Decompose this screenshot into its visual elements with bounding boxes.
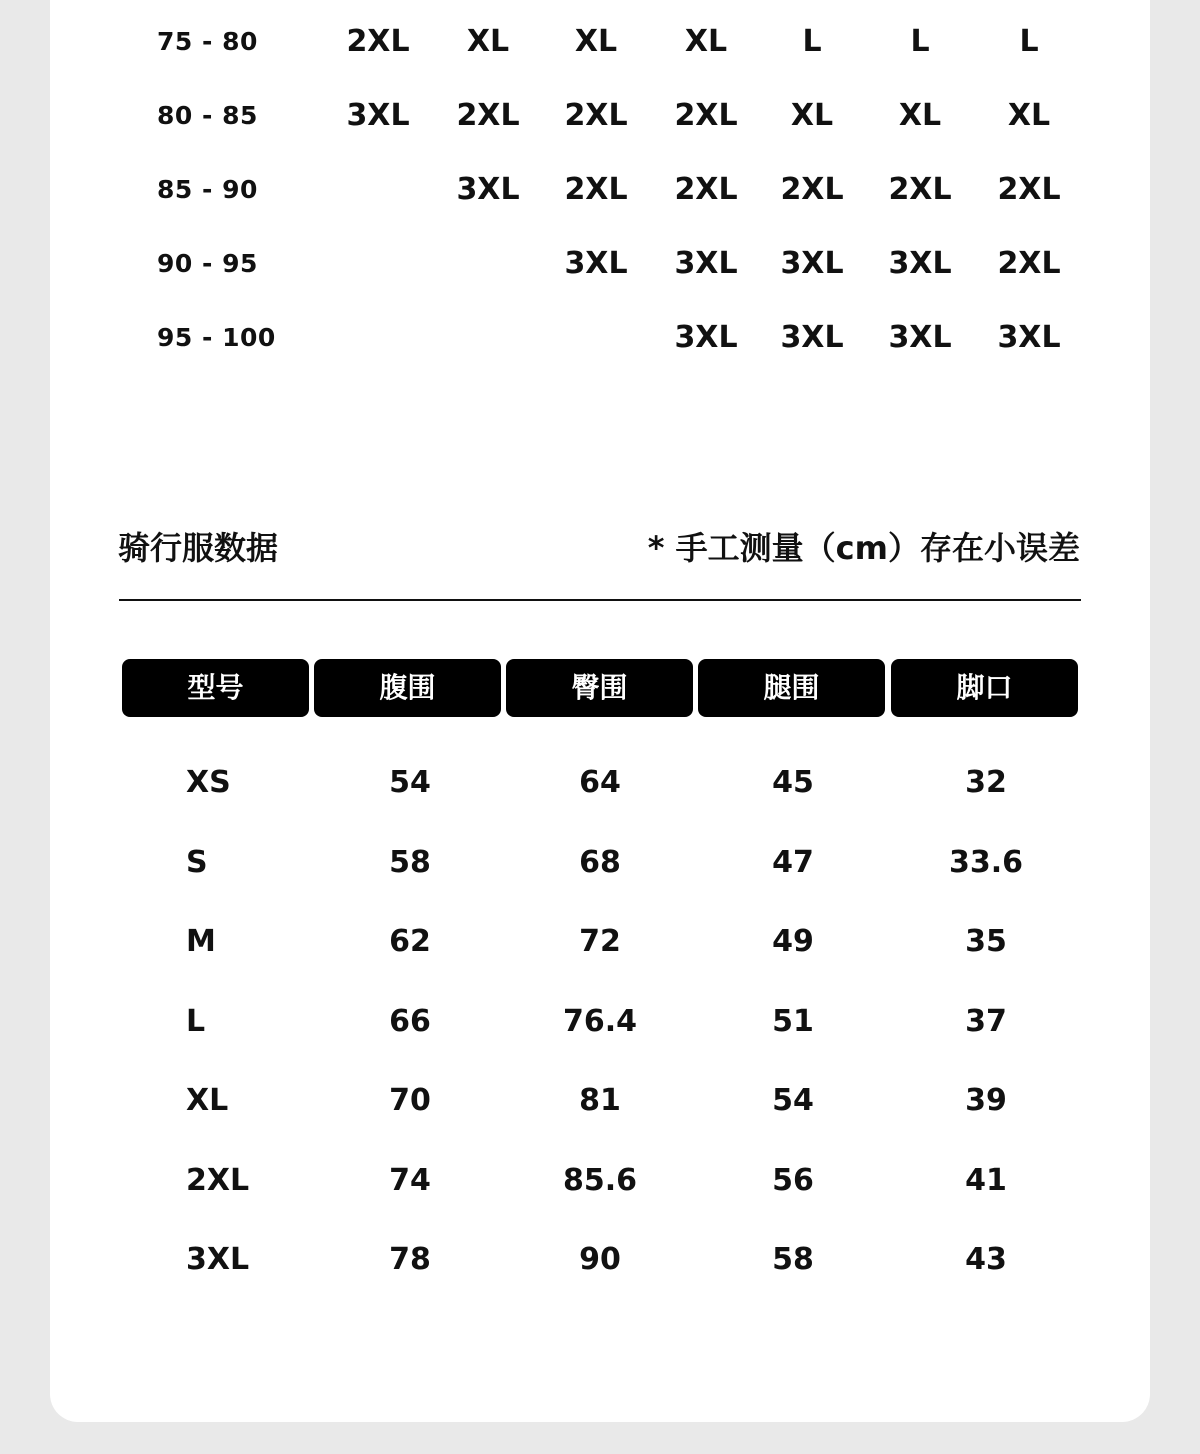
size-cell: 3XL [888, 246, 952, 281]
size-cell: 2XL [674, 98, 738, 133]
table-row [0, 1158, 1200, 1204]
table-cell: 85.6 [562, 1163, 638, 1198]
size-label: S [186, 845, 208, 880]
size-label: XS [186, 765, 231, 800]
table-cell: 45 [772, 765, 814, 800]
size-cell: 3XL [674, 246, 738, 281]
table-cell: 70 [389, 1083, 431, 1118]
size-label: 2XL [186, 1163, 250, 1198]
section-divider [119, 599, 1081, 601]
size-cell: 3XL [346, 98, 410, 133]
size-cell: XL [466, 24, 510, 59]
table-cell: 78 [389, 1242, 431, 1277]
weight-range: 80 - 85 [157, 101, 258, 130]
size-row [0, 96, 1200, 136]
size-cell: 2XL [564, 98, 628, 133]
table-row [0, 919, 1200, 965]
size-cell: 2XL [780, 172, 844, 207]
size-cell: 3XL [780, 320, 844, 355]
table-row [0, 840, 1200, 886]
table-cell: 62 [389, 924, 431, 959]
table-row [0, 760, 1200, 806]
size-cell: L [910, 24, 930, 59]
size-cell: 3XL [674, 320, 738, 355]
size-label: XL [186, 1083, 229, 1118]
column-header-leg-opening: 脚口 [891, 659, 1078, 717]
size-cell: 3XL [997, 320, 1061, 355]
table-cell: 32 [965, 765, 1007, 800]
size-cell: 2XL [346, 24, 410, 59]
table-cell: 33.6 [948, 845, 1024, 880]
table-row [0, 999, 1200, 1045]
table-cell: 47 [772, 845, 814, 880]
weight-range: 95 - 100 [157, 323, 276, 352]
table-row [0, 1078, 1200, 1124]
size-label: M [186, 924, 216, 959]
column-header-hip: 臀围 [506, 659, 693, 717]
table-cell: 49 [772, 924, 814, 959]
table-cell: 76.4 [562, 1004, 638, 1039]
section-title: 骑行服数据 [118, 529, 279, 567]
size-row [0, 318, 1200, 358]
size-cell: 2XL [456, 98, 520, 133]
size-cell: 2XL [997, 246, 1061, 281]
table-cell: 51 [772, 1004, 814, 1039]
column-header-model: 型号 [122, 659, 309, 717]
column-header-waist: 腹围 [314, 659, 501, 717]
size-cell: XL [790, 98, 834, 133]
table-cell: 37 [965, 1004, 1007, 1039]
size-cell: 3XL [780, 246, 844, 281]
table-cell: 90 [579, 1242, 621, 1277]
size-cell: 2XL [888, 172, 952, 207]
size-cell: L [802, 24, 822, 59]
size-row [0, 170, 1200, 210]
table-cell: 68 [579, 845, 621, 880]
table-cell: 74 [389, 1163, 431, 1198]
table-cell: 41 [965, 1163, 1007, 1198]
size-cell: L [1019, 24, 1039, 59]
size-label: L [186, 1004, 206, 1039]
weight-range: 75 - 80 [157, 27, 258, 56]
table-cell: 66 [389, 1004, 431, 1039]
size-cell: 3XL [564, 246, 628, 281]
size-cell: XL [574, 24, 618, 59]
table-cell: 43 [965, 1242, 1007, 1277]
size-cell: 3XL [888, 320, 952, 355]
size-cell: 2XL [997, 172, 1061, 207]
size-cell: 2XL [564, 172, 628, 207]
table-cell: 58 [389, 845, 431, 880]
table-cell: 72 [579, 924, 621, 959]
table-cell: 54 [772, 1083, 814, 1118]
size-row [0, 244, 1200, 284]
weight-range: 85 - 90 [157, 175, 258, 204]
size-cell: XL [684, 24, 728, 59]
size-cell: XL [1007, 98, 1051, 133]
size-cell: 3XL [456, 172, 520, 207]
size-label: 3XL [186, 1242, 250, 1277]
table-cell: 54 [389, 765, 431, 800]
weight-range: 90 - 95 [157, 249, 258, 278]
table-cell: 35 [965, 924, 1007, 959]
table-row [0, 1237, 1200, 1283]
table-cell: 39 [965, 1083, 1007, 1118]
table-cell: 64 [579, 765, 621, 800]
measurement-note: * 手工测量（cm）存在小误差 [647, 529, 1080, 567]
size-row [0, 22, 1200, 62]
size-cell: XL [898, 98, 942, 133]
table-cell: 58 [772, 1242, 814, 1277]
column-header-thigh: 腿围 [698, 659, 885, 717]
size-cell: 2XL [674, 172, 738, 207]
table-cell: 81 [579, 1083, 621, 1118]
table-cell: 56 [772, 1163, 814, 1198]
